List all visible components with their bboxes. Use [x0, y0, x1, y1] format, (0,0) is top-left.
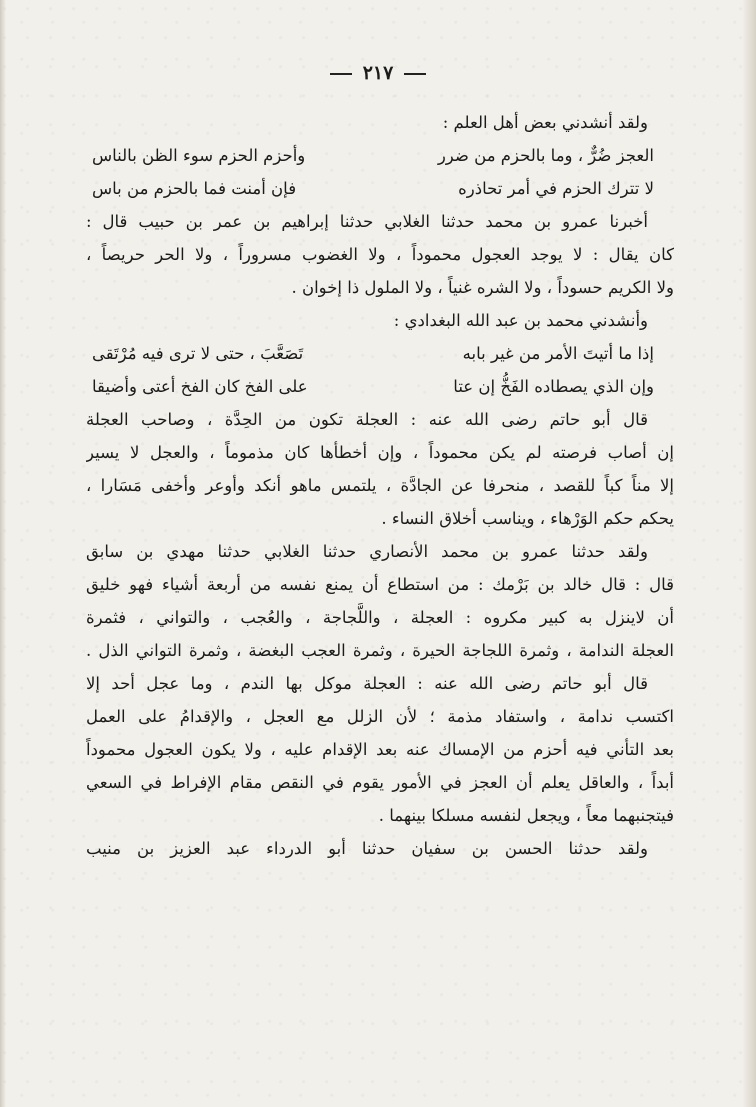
text-line: فيتجنبهما معاً ، ويجعل لنفسه مسلكا بينهما . — [378, 806, 674, 825]
text-line: ولقد حدثنا الحسن بن سفيان حدثنا أبو الدرداء عبد العزيز بن منيب — [86, 839, 648, 858]
text-line: أبداً ، والعاقل يعلم أن العجز في الأمور يقوم في النقص مقام الإفراط في السعي — [86, 773, 674, 792]
text-line: قال أبو حاتم رضى الله عنه : العجلة تكون من الحِدَّة ، وصاحب العجلة — [86, 410, 648, 429]
text-line: وأنشدني محمد بن عبد الله البغدادي : — [393, 311, 648, 330]
body-text — [86, 106, 674, 865]
verse-line — [86, 337, 674, 370]
text-line: العجلة الندامة ، وثمرة اللجاجة الحيرة ، وثمرة العجب البغضة ، وثمرة التواني الذل . — [86, 641, 674, 660]
page-edge-right — [742, 0, 756, 1107]
text-line: ولقد حدثنا عمرو بن محمد الأنصاري حدثنا الغلابي حدثنا مهدي بن سابق — [86, 542, 648, 561]
text-line: قال : قال خالد بن بَرْمك : من استطاع أن يمنع نفسه من أربعة أشياء فهو خليق — [86, 575, 674, 594]
verse-first-hemistich: لا تترك الحزم في أمر تحاذره — [458, 179, 654, 198]
verse-second-hemistich: تَصَعَّبَ ، حتى لا ترى فيه مُرْتَقى — [92, 344, 304, 363]
page-number — [0, 62, 756, 84]
text-line: كان يقال : لا يوجد العجول محموداً ، ولا الغضوب مسروراً ، ولا الحر حريصاً ، — [86, 245, 674, 264]
verse-second-hemistich: فإن أمنت فما بالحزم من باس — [92, 179, 297, 198]
verse-line — [86, 139, 674, 172]
text-line: أخبرنا عمرو بن محمد حدثنا الغلابي حدثنا إبراهيم بن عمر بن حبيب قال : — [86, 212, 648, 231]
verse-line — [86, 370, 674, 403]
verse-first-hemistich: العجز ضُرٌّ ، وما بالحزم من ضرر — [437, 146, 654, 165]
verse-line — [86, 172, 674, 205]
page-number-text: ٢١٧ — [362, 62, 394, 84]
text-line: إن أصاب فرصته لم يكن محموداً ، وإن أخطأها كان مذموماً ، والعجل لا يسير — [86, 443, 674, 462]
verse-second-hemistich: وأحزم الحزم سوء الظن بالناس — [92, 146, 306, 165]
text-line: إلا مناً كباً للقصد ، منحرفا عن الجادَّة ، يلتمس ماهو أنكد وأوعر وأخفى مَسَارا ، — [86, 476, 674, 495]
page-number-dash-left — [330, 73, 352, 75]
text-line: قال أبو حاتم رضى الله عنه : العجلة موكل بها الندم ، وما عجل أحد إلا — [86, 674, 648, 693]
page-edge-left — [0, 0, 6, 1107]
text-line: أن لاينزل به كبير مكروه : العجلة ، واللَّجاجة ، والعُجب ، والتواني ، فثمرة — [86, 608, 674, 627]
text-line: ولا الكريم حسوداً ، ولا الشره غنياً ، ولا الملول ذا إخوان . — [291, 278, 674, 297]
text-line: اكتسب ندامة ، واستفاد مذمة ؛ لأن الزلل مع العجل ، والإقدامُ على العمل — [86, 707, 674, 726]
text-line: يحكم حكم الوَرْهاء ، ويناسب أخلاق النساء . — [381, 509, 674, 528]
verse-first-hemistich: وإن الذي يصطاده الفَخُّ إن عتا — [453, 377, 654, 396]
page-number-dash-right — [404, 73, 426, 75]
verse-first-hemistich: إذا ما أتيتَ الأمر من غير بابه — [462, 344, 654, 363]
text-line: ولقد أنشدني بعض أهل العلم : — [442, 113, 648, 132]
verse-second-hemistich: على الفخ كان الفخ أعتى وأضيقا — [92, 377, 308, 396]
text-line: بعد التأني فيه أحزم من الإمساك عنه بعد الإقدام عليه ، ولا يكون العجول محموداً — [86, 740, 674, 759]
